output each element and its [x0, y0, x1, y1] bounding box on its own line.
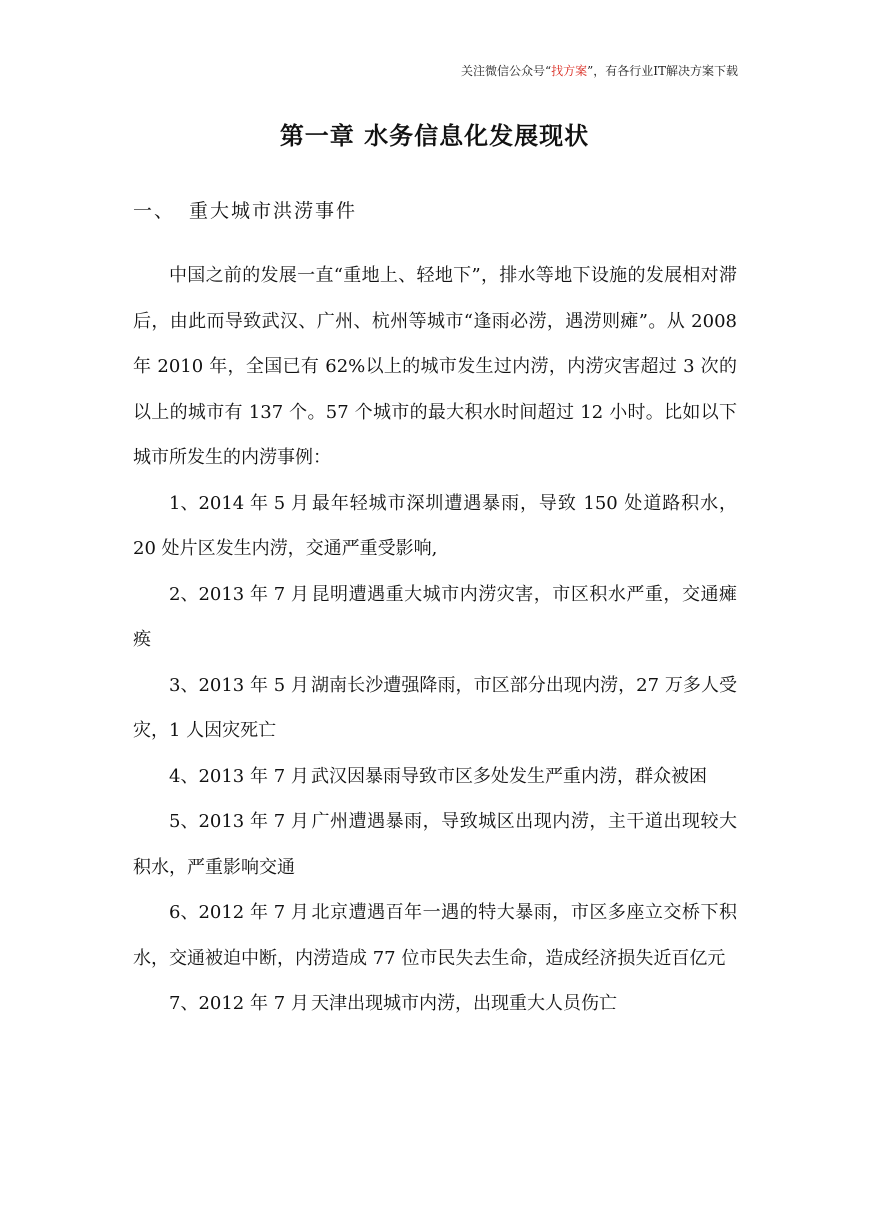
section-title: 重大城市洪涝事件	[189, 200, 358, 222]
header-note-before: 关注微信公众号“	[460, 64, 552, 78]
chapter-title: 第一章 水务信息化发展现状	[279, 122, 590, 150]
event-description: 昆明遭遇重大城市内涝灾害，市区积水严重，交通瘫痪	[133, 583, 737, 650]
event-date: 2、2013 年 7 月	[169, 583, 309, 605]
event-item	[133, 481, 737, 572]
event-item	[133, 799, 737, 890]
document-body	[133, 253, 737, 1027]
event-date: 1、2014 年 5 月	[169, 492, 309, 514]
event-item	[133, 754, 737, 800]
event-description: 天津出现城市内涝，出现重大人员伤亡	[311, 993, 617, 1014]
section-number: 一、	[133, 200, 176, 222]
event-item	[133, 663, 737, 754]
section-heading	[133, 196, 357, 223]
event-description: 北京遭遇百年一遇的特大暴雨，市区多座立交桥下积水，交通被迫中断，内涝造成 77 位市民失去生命，造成经济损失近百亿元	[133, 902, 737, 969]
event-description: 武汉因暴雨导致市区多处发生严重内涝，群众被困	[311, 765, 707, 787]
header-note-highlight: 找方案	[551, 64, 588, 78]
event-date: 3、2013 年 5 月	[169, 674, 309, 696]
header-note	[461, 62, 738, 79]
event-item	[133, 572, 737, 663]
event-date: 4、2013 年 7 月	[169, 765, 309, 787]
event-description: 广州遭遇暴雨，导致城区出现内涝，主干道出现较大积水，严重影响交通	[133, 811, 737, 878]
event-date: 5、2013 年 7 月	[169, 811, 309, 832]
header-note-after: ”，有各行业IT解决方案下载	[587, 64, 738, 78]
event-list	[133, 481, 737, 1027]
event-description: 湖南长沙遭强降雨，市区部分出现内涝，27 万多人受灾，1 人因灾死亡	[133, 674, 737, 741]
event-item	[133, 890, 737, 981]
event-date: 6、2012 年 7 月	[169, 902, 309, 923]
event-description: 最年轻城市深圳遭遇暴雨，导致 150 处道路积水，20 处片区发生内涝，交通严重受影响,	[133, 492, 737, 559]
event-date: 7、2012 年 7 月	[169, 993, 309, 1014]
event-item	[133, 981, 737, 1027]
intro-paragraph: 中国之前的发展一直“重地上、轻地下”，排水等地下设施的发展相对滞后，由此而导致武汉、广州、杭州等城市“逢雨必涝，遇涝则瘫”。从 2008 年 2010 年，全国已有 62%以上的城市发生过内涝，内涝灾害超过 3 次的以上的城市有 137 个。57 个城市的最大积水时间超过 12 小时。比如以下城市所发生的内涝事例：	[133, 265, 737, 468]
